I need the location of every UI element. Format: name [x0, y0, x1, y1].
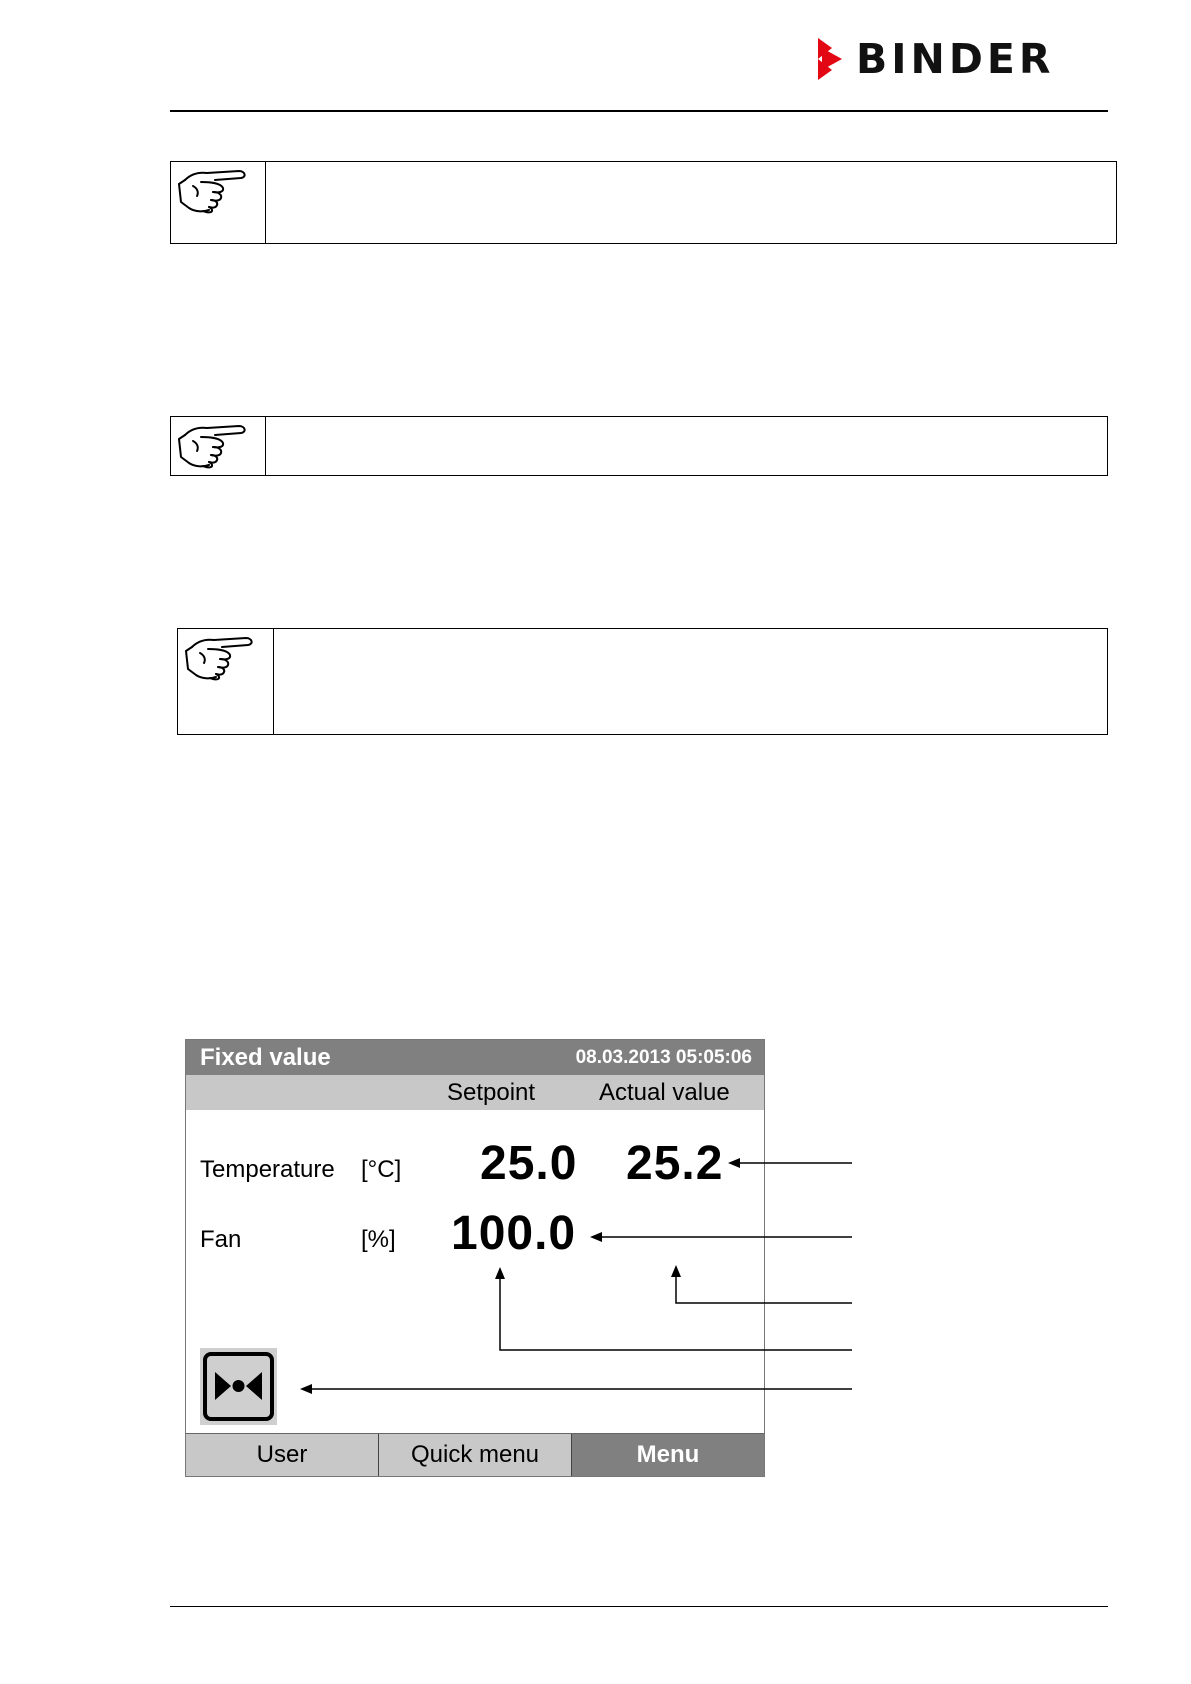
fan-setpoint-value[interactable]: 100.0 — [451, 1207, 577, 1260]
temperature-actual-value: 25.2 — [626, 1137, 724, 1190]
fan-unit: [%] — [361, 1226, 396, 1253]
menu-button[interactable]: Menu — [572, 1434, 764, 1476]
actual-value-column-header: Actual value — [599, 1079, 730, 1106]
temperature-unit: [°C] — [361, 1156, 402, 1183]
user-button[interactable]: User — [186, 1434, 379, 1476]
setpoint-column-header: Setpoint — [447, 1079, 536, 1106]
operating-mode-title: Fixed value — [200, 1044, 331, 1071]
quick-menu-button[interactable]: Quick menu — [379, 1434, 572, 1476]
temperature-setpoint-value[interactable]: 25.0 — [480, 1137, 578, 1190]
temperature-label: Temperature — [200, 1156, 335, 1183]
date-time: 08.03.2013 05:05:06 — [575, 1047, 752, 1068]
fan-label: Fan — [200, 1226, 242, 1253]
brand-name: BINDER — [856, 35, 1055, 83]
footer-rule — [170, 1606, 1108, 1607]
